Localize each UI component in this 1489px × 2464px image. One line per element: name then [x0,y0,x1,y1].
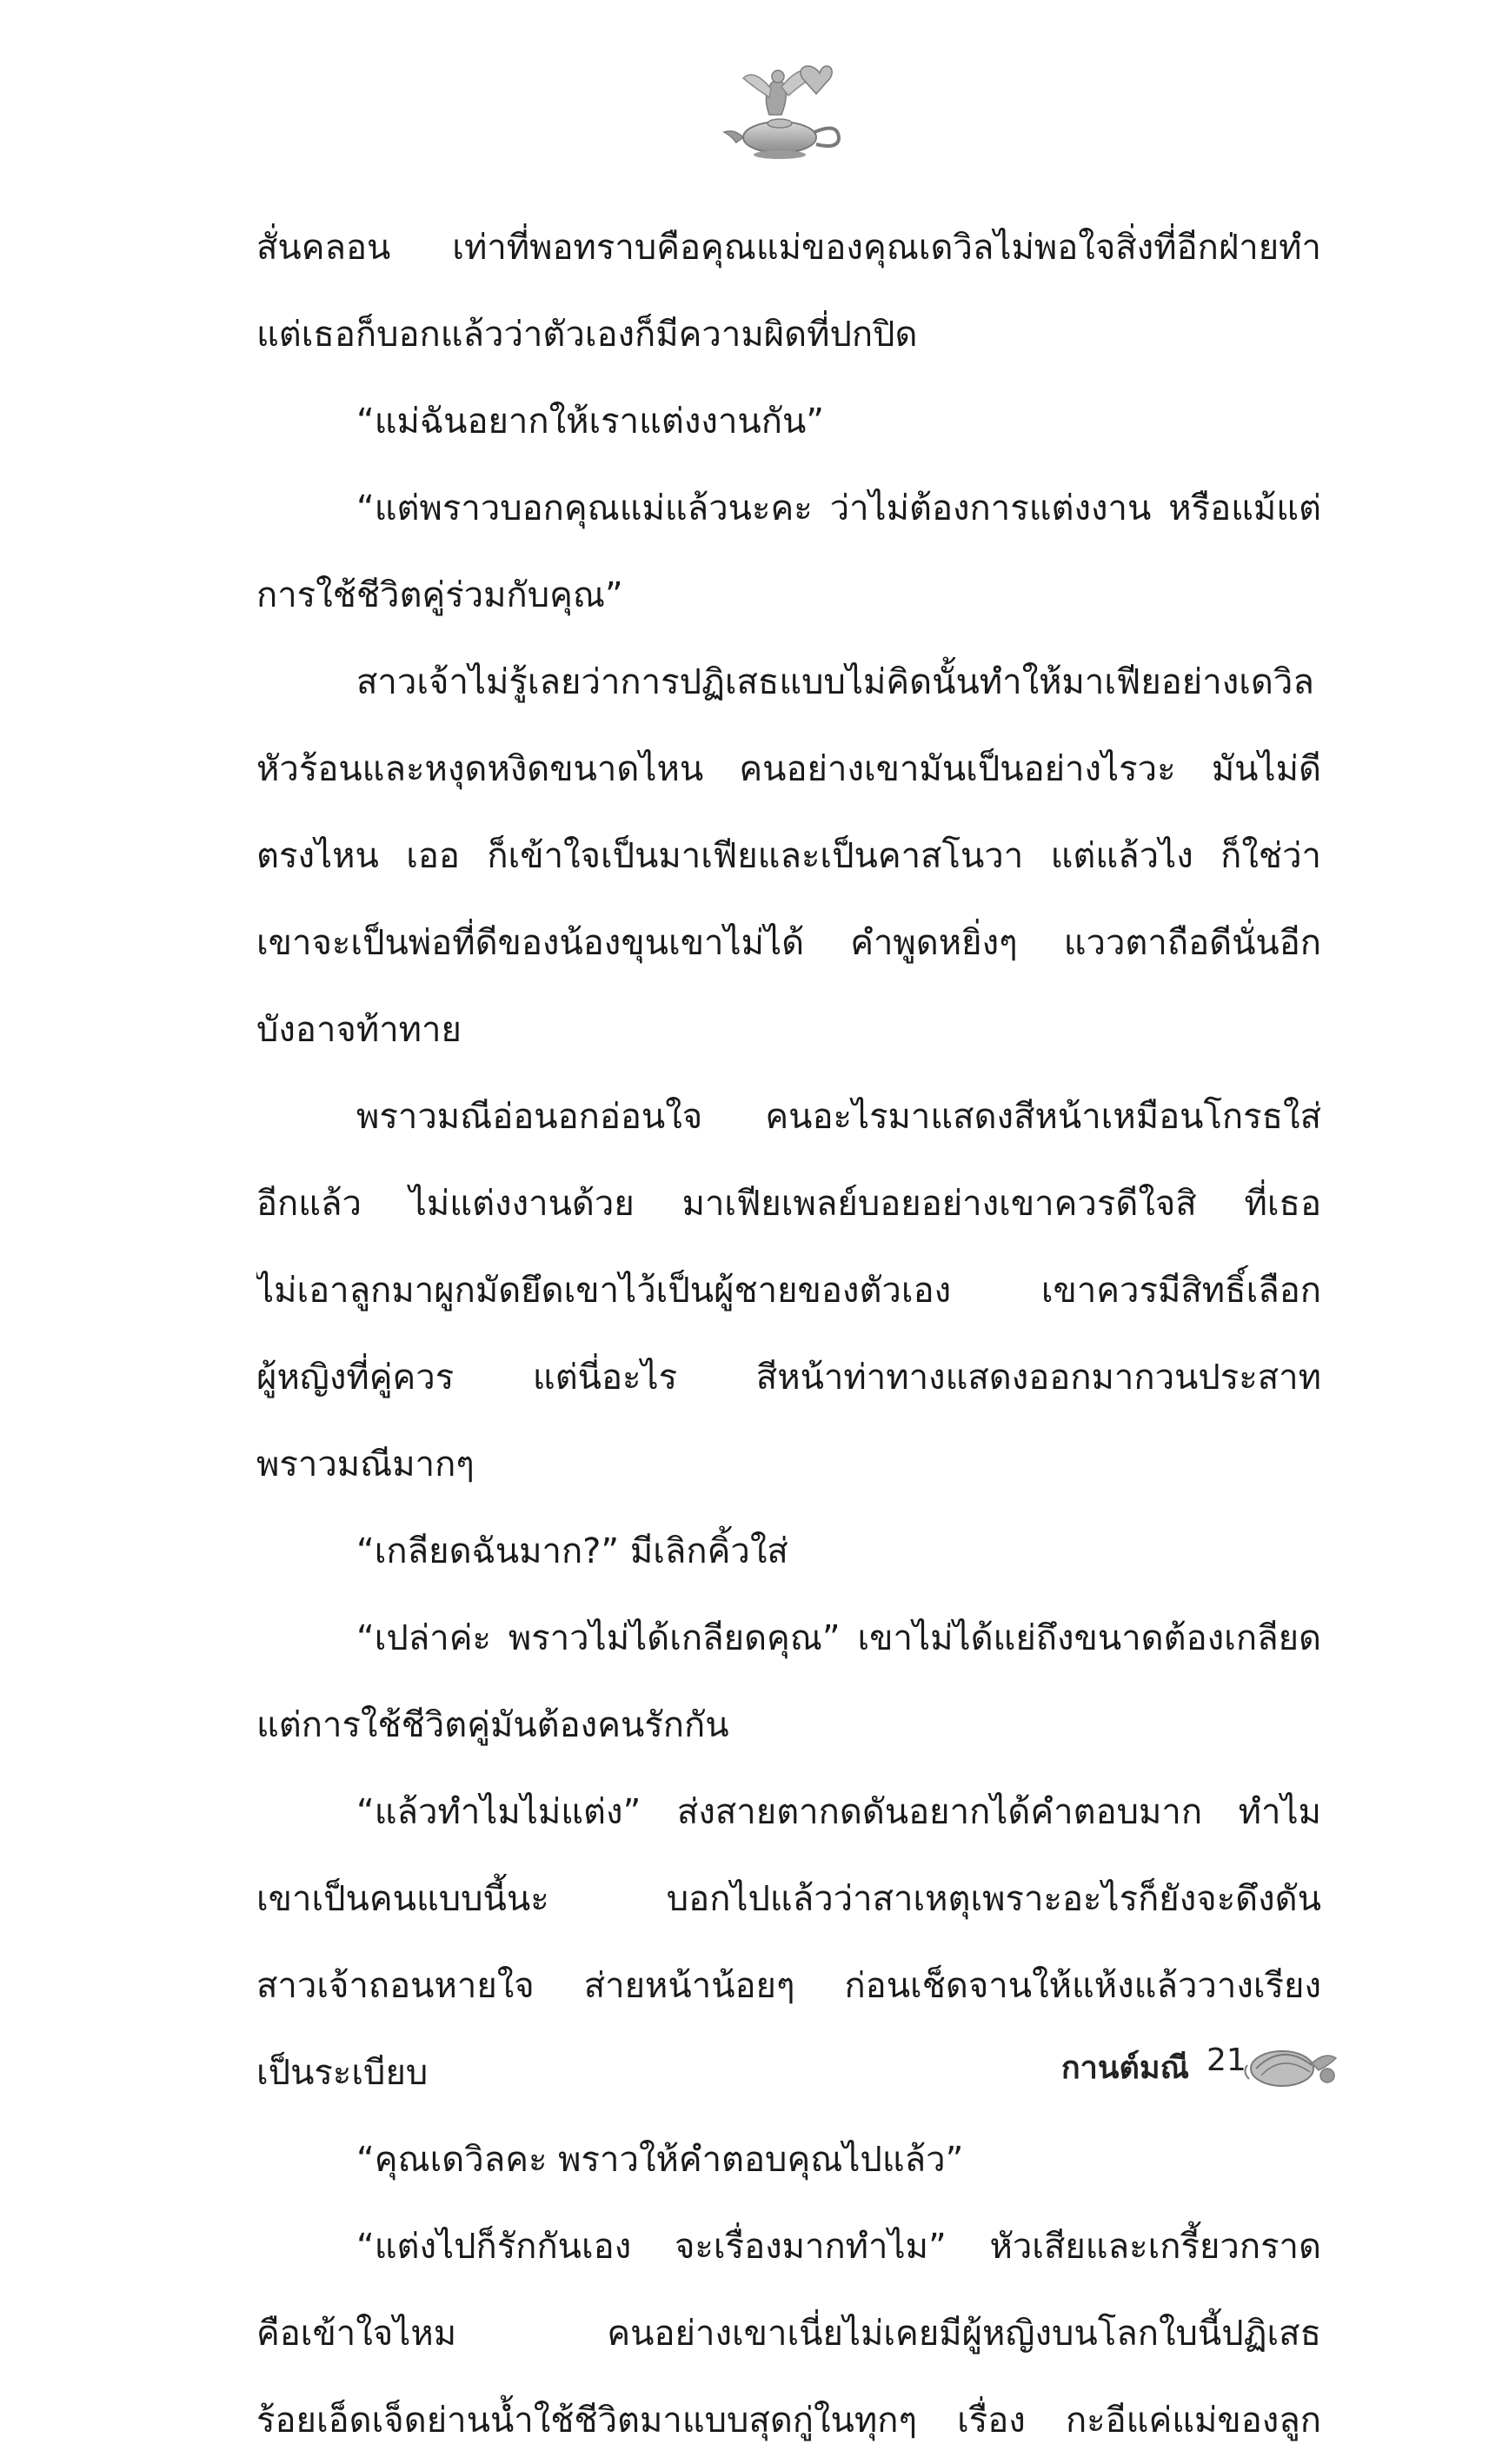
text-line: สาวเจ้าถอนหายใจ ส่ายหน้าน้อยๆ ก่อนเช็ดจานให้แห้งแล้ววางเรียง [256,1966,1321,2006]
text-line: แต่การใช้ชีวิตคู่มันต้องคนรักกัน [256,1705,729,1745]
text-line: หัวร้อนและหงุดหงิดขนาดไหน คนอย่างเขามันเป็นอย่างไรวะ มันไม่ดี [256,749,1321,789]
text-line: เป็นระเบียบ [256,2053,429,2093]
text-line: สาวเจ้าไม่รู้เลยว่าการปฏิเสธแบบไม่คิดนั้นทำให้มาเฟียอย่างเดวิล [356,662,1314,702]
text-line: “คุณเดวิลคะ พราวให้คำตอบคุณไปแล้ว” [356,2140,964,2180]
header-ornament [708,52,856,165]
text-line: คือเข้าใจไหม คนอย่างเขาเนี่ยไม่เคยมีผู้หญิงบนโลกใบนี้ปฏิเสธ [256,2314,1321,2354]
text-line: บังอาจท้าทาย [256,1010,462,1050]
text-line: แต่เธอก็บอกแล้วว่าตัวเองก็มีความผิดที่ปกปิด [256,315,918,355]
text-line: ไม่เอาลูกมาผูกมัดยึดเขาไว้เป็นผู้ชายของตัวเอง เขาควรมีสิทธิ์เลือก [256,1271,1321,1311]
text-line: สั่นคลอน เท่าที่พอทราบคือคุณแม่ของคุณเดวิลไม่พอใจสิ่งที่อีกฝ่ายทำ [256,228,1321,268]
text-line: พราวมณีมากๆ [256,1445,475,1484]
text-line: “แต่พราวบอกคุณแม่แล้วนะคะ ว่าไม่ต้องการแต่งงาน หรือแม้แต่ [356,488,1321,528]
page-footer [0,2034,1489,2103]
text-line: “แล้วทำไมไม่แต่ง” ส่งสายตากดดันอยากได้คำตอบมาก ทำไม [356,1792,1321,1832]
text-line: “แม่ฉันอยากให้เราแต่งงานกัน” [356,402,825,442]
teapot-fairy-ornament-icon [708,52,856,165]
text-line: “แต่งไปก็รักกันเอง จะเรื่องมากทำไม” หัวเสียและเกรี้ยวกราด [356,2227,1321,2267]
text-line: พราวมณีอ่อนอกอ่อนใจ คนอะไรมาแสดงสีหน้าเหมือนโกรธใส่ [356,1097,1321,1137]
text-line: ร้อยเอ็ดเจ็ดย่านน้ำใช้ชีวิตมาแบบสุดกู่ในทุกๆ เรื่อง กะอีแค่แม่ของลูก [256,2401,1321,2441]
page-number: 21 [1206,2042,1246,2078]
text-line: ผู้หญิงที่คู่ควร แต่นี่อะไร สีหน้าท่าทางแสดงออกมากวนประสาท [256,1358,1321,1398]
text-line: อีกแล้ว ไม่แต่งงานด้วย มาเฟียเพลย์บอยอย่างเขาควรดีใจสิ ที่เธอ [256,1184,1321,1224]
text-line: “เกลียดฉันมาก?” มีเลิกคิ้วใส่ [356,1531,788,1571]
text-line: “เปล่าค่ะ พราวไม่ได้เกลียดคุณ” เขาไม่ได้แย่ถึงขนาดต้องเกลียด [356,1618,1321,1658]
shell-ornament-icon [1239,2034,1343,2095]
text-line: ตรงไหน เออ ก็เข้าใจเป็นมาเฟียและเป็นคาสโนวา แต่แล้วไง ก็ใช่ว่า [256,836,1321,876]
book-title: กานต์มณี [1060,2050,1189,2086]
main-text [256,204,1321,2464]
text-line: การใช้ชีวิตคู่ร่วมกับคุณ” [256,575,623,615]
text-line: เขาจะเป็นพ่อที่ดีของน้องขุนเขาไม่ได้ คำพูดหยิ่งๆ แววตาถือดีนั่นอีก [256,923,1321,963]
text-line: เขาเป็นคนแบบนี้นะ บอกไปแล้วว่าสาเหตุเพราะอะไรก็ยังจะดึงดัน [256,1879,1321,1919]
